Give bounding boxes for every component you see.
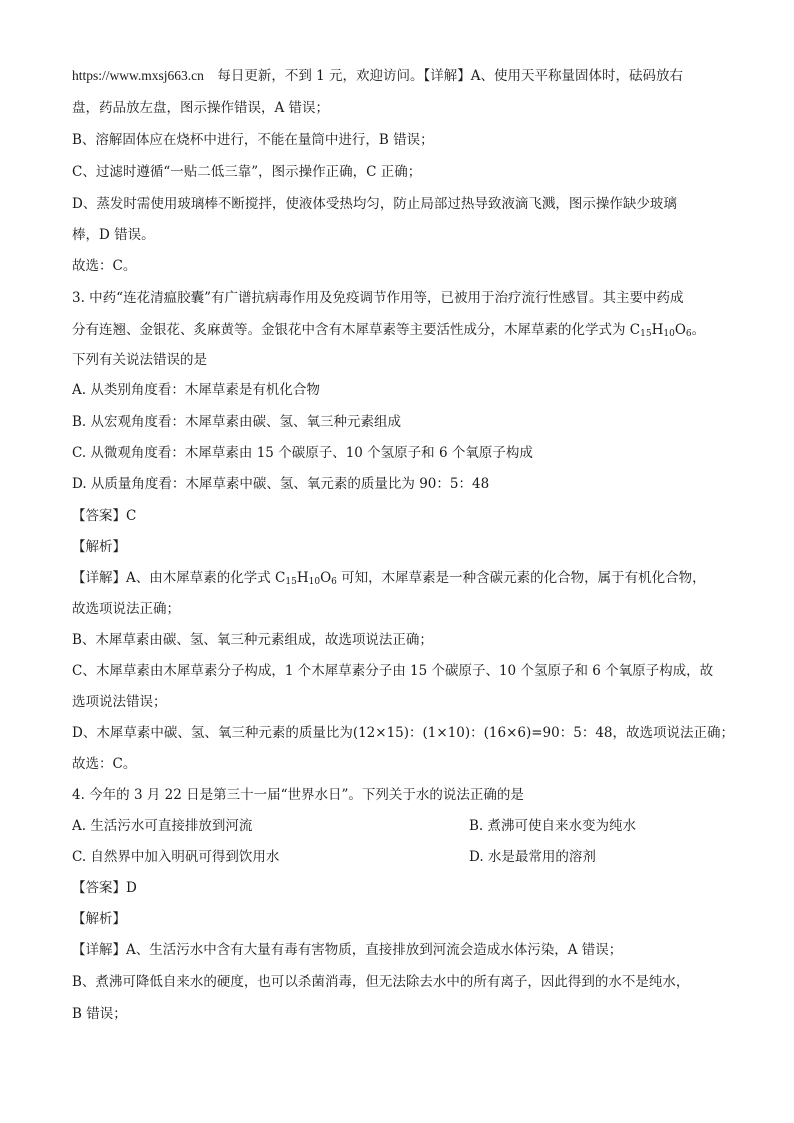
text-line: 棒，D 错误。 xyxy=(72,227,155,243)
text-line: B、煮沸可降低自来水的硬度，也可以杀菌消毒，但无法除去水中的所有离子，因此得到的水不是纯水， xyxy=(72,974,690,990)
text-line: 盘，药品放左盘，图示操作错误，A 错误； xyxy=(72,100,330,116)
text-line xyxy=(72,320,732,340)
site-url[interactable]: https://www.mxsj663.cn xyxy=(72,68,204,83)
text-line: 下列有关说法错误的是 xyxy=(72,352,207,368)
text-line: 【详解】A、生活污水中含有大量有毒有害物质，直接排放到河流会造成水体污染，A 错误； xyxy=(72,942,623,958)
text-fragment: 可知，木犀草素是一种含碳元素的化合物，属于有机化合物， xyxy=(336,570,706,586)
text-line xyxy=(72,568,732,588)
option-c: C. 从微观角度看：木犀草素由 15 个碳原子、10 个氢原子和 6 个氧原子构成 xyxy=(72,445,533,461)
text-fragment: H xyxy=(651,322,664,338)
options-row xyxy=(72,847,732,867)
subscript: 15 xyxy=(640,329,652,339)
text-line: 故选：C。 xyxy=(72,756,137,772)
subscript: 15 xyxy=(285,577,297,587)
text-line: B 错误； xyxy=(72,1006,127,1022)
text-line: C、木犀草素由木犀草素分子构成，1 个木犀草素分子由 15 个碳原子、10 个氢原子和 6 个氧原子构成，故 xyxy=(72,663,714,679)
text-fragment: 分有连翘、金银花、炙麻黄等。金银花中含有木犀草素等主要活性成分，木犀草素的化学式为 C xyxy=(72,322,641,338)
subscript: 6 xyxy=(331,577,337,587)
option-a: A. 生活污水可直接排放到河流 xyxy=(72,818,253,834)
option-d: D. 水是最常用的溶剂 xyxy=(469,849,596,865)
text-fragment: O xyxy=(320,570,332,586)
question-4-stem: 4. 今年的 3 月 22 日是第三十一届“世界水日”。下列关于水的说法正确的是 xyxy=(72,787,524,803)
option-a: A. 从类别角度看：木犀草素是有机化合物 xyxy=(72,382,320,398)
answer-label: 【答案】C xyxy=(72,508,137,524)
text-line: B、溶解固体应在烧杯中进行，不能在量筒中进行，B 错误； xyxy=(72,132,434,148)
options-row xyxy=(72,816,732,836)
analysis-label: 【解析】 xyxy=(72,539,126,555)
subscript: 6 xyxy=(685,329,692,339)
question-3-stem: 3. 中药“连花清瘟胶囊”有广谱抗病毒作用及免疫调节作用等，已被用于治疗流行性感冒。其主要中药成 xyxy=(72,290,684,306)
text-line: B、木犀草素由碳、氢、氧三种元素组成，故选项说法正确； xyxy=(72,632,433,648)
answer-label: 【答案】D xyxy=(72,880,137,896)
text-fragment: 。 xyxy=(691,322,706,338)
text-line: D、木犀草素中碳、氢、氧三种元素的质量比为(12×15)：(1×10)：(16×6)=90：5：48，故选项说法正确； xyxy=(72,725,735,741)
subscript: 10 xyxy=(308,577,321,587)
text-line xyxy=(72,66,732,86)
text-fragment: H xyxy=(296,570,309,586)
text-fragment: 每日更新，不到 1 元，欢迎访问。【详解】A、使用天平称量固体时，砝码放右 xyxy=(203,68,684,84)
text-line: C、过滤时遵循“一贴二低三靠”，图示操作正确，C 正确； xyxy=(72,164,422,180)
text-line: 故选：C。 xyxy=(72,258,137,274)
option-b: B. 煮沸可使自来水变为纯水 xyxy=(469,818,637,834)
option-c: C. 自然界中加入明矾可得到饮用水 xyxy=(72,849,280,865)
analysis-label: 【解析】 xyxy=(72,911,126,927)
option-d: D. 从质量角度看：木犀草素中碳、氢、氧元素的质量比为 90：5：48 xyxy=(72,476,490,492)
text-line: D、蒸发时需使用玻璃棒不断搅拌，使液体受热均匀，防止局部过热导致液滴飞溅，图示操作缺少玻璃 xyxy=(72,196,677,212)
text-line: 选项说法错误； xyxy=(72,694,167,710)
text-line: 故选项说法正确； xyxy=(72,601,180,617)
text-fragment: O xyxy=(674,322,686,338)
option-b: B. 从宏观角度看：木犀草素由碳、氢、氧三种元素组成 xyxy=(72,414,402,430)
subscript: 10 xyxy=(663,329,675,339)
text-fragment: 【详解】A、由木犀草素的化学式 C xyxy=(72,570,286,586)
